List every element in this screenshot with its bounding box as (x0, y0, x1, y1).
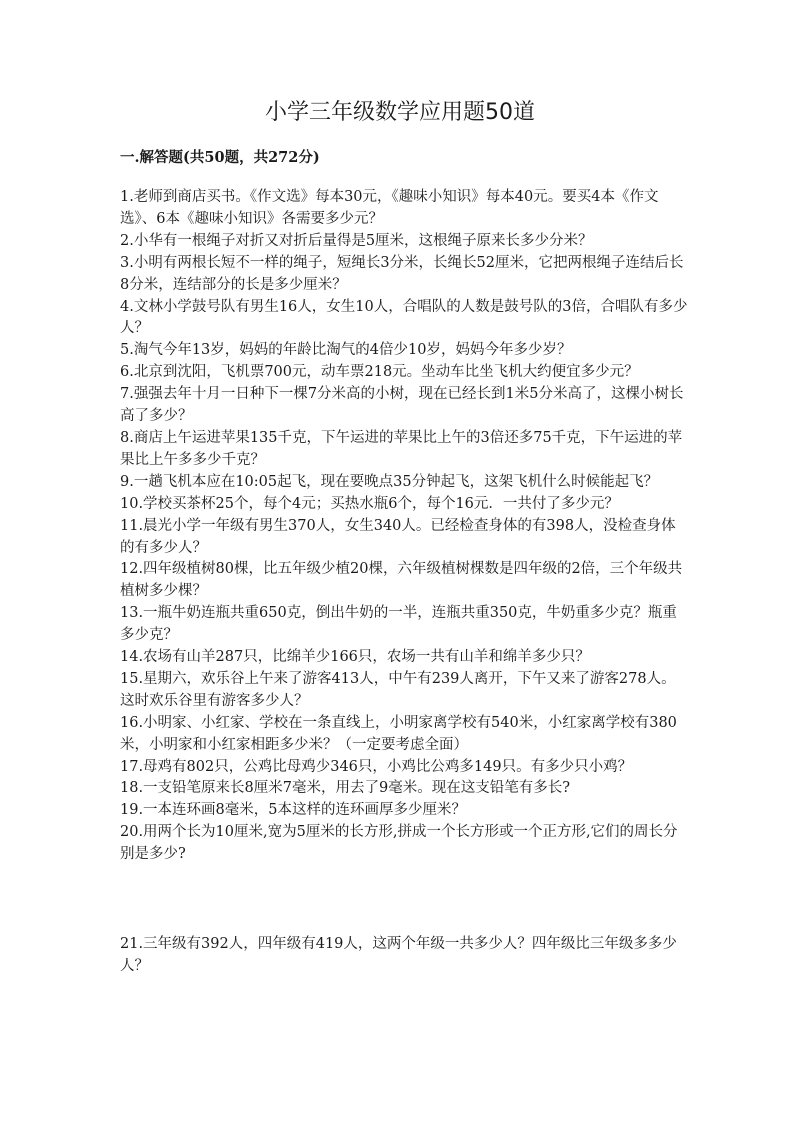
question-item: 12.四年级植树80棵，比五年级少植20棵，六年级植树棵数是四年级的2倍，三个年级共植树多少棵？ (120, 561, 683, 600)
question-item: 17.母鸡有802只，公鸡比母鸡少346只，小鸡比公鸡多149只。有多少只小鸡？ (120, 758, 633, 775)
question-item: 18.一支铅笔原来长8厘米7毫米，用去了9毫米。现在这支铅笔有多长? (120, 780, 571, 797)
question-item: 21.三年级有392人，四年级有419人，这两个年级一共多少人？四年级比三年级多多少人？ (120, 936, 677, 974)
question-item: 19.一本连环画8毫米，5本这样的连环画厚多少厘米？ (120, 802, 467, 819)
question-item: 8.商店上午运进苹果135千克，下午运进的苹果比上午的3倍还多75千克，下午运进的苹果比上午多多少千克？ (120, 429, 683, 468)
question-item: 15.星期六，欢乐谷上午来了游客413人，中午有239人离开，下午又来了游客278人。这时欢乐谷里有游客多少人？ (120, 670, 676, 709)
question-item: 3.小明有两根长短不一样的绳子，短绳长3分米，长绳长52厘米，它把两根绳子连结后长8分米，连结部分的长是多少厘米？ (120, 254, 684, 293)
question-item: 14.农场有山羊287只，比绵羊少166只，农场一共有山羊和绵羊多少只？ (120, 649, 590, 666)
page-title: 小学三年级数学应用题50道 (265, 100, 535, 125)
question-item: 7.强强去年十月一日种下一棵7分米高的小树，现在已经长到1米5分米高了，这棵小树长高了多少？ (120, 386, 684, 425)
question-item: 2.小华有一根绳子对折又对折后量得是5厘米，这根绳子原来长多少分米？ (120, 232, 593, 249)
question-item: 1.老师到商店买书。《作文选》每本30元，《趣味小知识》每本40元。要买4本《作文选》、6本《趣味小知识》各需要多少元？ (120, 189, 659, 227)
question-item: 5.淘气今年13岁，妈妈的年龄比淘气的4倍少10岁，妈妈今年多少岁？ (120, 342, 572, 359)
question-item: 16.小明家、小红家、学校在一条直线上，小明家离学校有540米，小红家离学校有380米，小明家和小红家相距多少米？（一定要考虑全面） (120, 714, 677, 753)
question-item: 4.文林小学鼓号队有男生16人，女生10人，合唱队的人数是鼓号队的3倍，合唱队有多少人？ (120, 298, 688, 337)
question-list (120, 187, 688, 978)
question-item: 10.学校买茶杯25个，每个4元；买热水瓶6个，每个16元．一共付了多少元？ (120, 495, 619, 512)
question-item: 9.一趟飞机本应在10:05起飞，现在要晚点35分钟起飞，这架飞机什么时候能起飞？ (120, 473, 659, 490)
section-heading: 一.解答题(共50题，共272分) (120, 149, 320, 166)
question-item: 20.用两个长为10厘米,宽为5厘米的长方形,拼成一个长方形或一个正方形,它们的周长分别是多少? (120, 824, 678, 863)
question-item: 6.北京到沈阳，飞机票700元，动车票218元。坐动车比坐飞机大约便宜多少元？ (120, 364, 639, 381)
question-item: 13.一瓶牛奶连瓶共重650克，倒出牛奶的一半，连瓶共重350克，牛奶重多少克？瓶重多少克？ (120, 605, 677, 644)
question-item: 11.晨光小学一年级有男生370人，女生340人。已经检查身体的有398人，没检查身体的有多少人？ (120, 517, 676, 556)
